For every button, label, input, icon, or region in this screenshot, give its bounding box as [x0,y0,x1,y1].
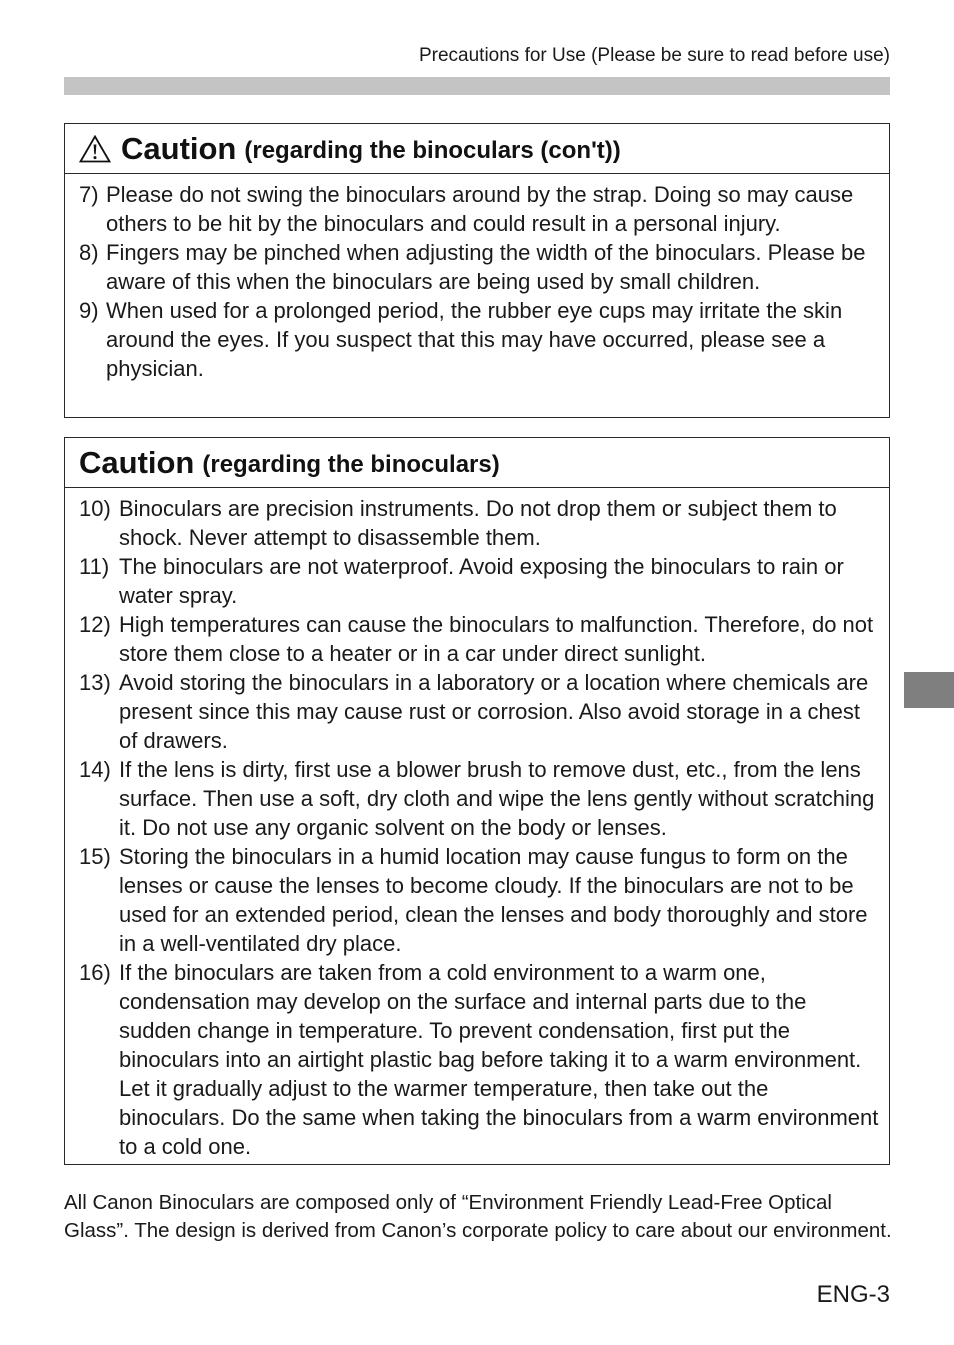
caution-item [79,494,879,552]
caution-box-header [65,124,889,174]
item-number: 13) [79,670,111,695]
caution-subtitle: (regarding the binoculars) [202,450,500,478]
caution-item [79,552,879,610]
item-number: 15) [79,844,111,869]
caution-item [79,668,879,755]
warning-triangle-icon [79,135,111,163]
caution-item [79,610,879,668]
item-text: Storing the binoculars in a humid location may cause fungus to form on the lenses or cause the lenses to become cloudy. If the binoculars are not to be used for an extended period, clean the lenses and body thoroughly and store in a well-ventilated dry place. [119,844,868,956]
header-bar [64,77,890,95]
item-text: Avoid storing the binoculars in a laboratory or a location where chemicals are present since this may cause rust or corrosion. Also avoid storage in a chest of drawers. [119,670,869,753]
caution-title: Caution [79,444,195,480]
caution-item [79,958,879,1161]
item-number: 7) [79,182,99,207]
item-text: When used for a prolonged period, the rubber eye cups may irritate the skin around the eyes. If you suspect that this may have occurred, please see a physician. [106,298,843,381]
caution-title: Caution [121,130,237,166]
item-text: Please do not swing the binoculars around by the strap. Doing so may cause others to be hit by the binoculars and could result in a personal injury. [106,182,854,236]
item-text: The binoculars are not waterproof. Avoid exposing the binoculars to rain or water spray. [119,554,844,608]
caution-item [79,842,879,958]
caution-list [65,174,889,383]
caution-subtitle: (regarding the binoculars (con't)) [244,136,621,164]
item-text: High temperatures can cause the binoculars to malfunction. Therefore, do not store them close to a heater or in a car under direct sunlight. [119,612,874,666]
caution-item [79,755,879,842]
caution-box-binoculars-cont [64,123,890,418]
running-header: Precautions for Use (Please be sure to read before use) [418,45,890,66]
caution-item [79,238,879,296]
caution-item [79,296,879,383]
item-text: Fingers may be pinched when adjusting the width of the binoculars. Please be aware of this when the binoculars are being used by small children. [106,240,866,294]
item-number: 9) [79,298,99,323]
item-number: 16) [79,960,111,985]
item-number: 11) [79,554,110,579]
caution-list [65,488,889,1161]
section-tab-marker [904,672,954,708]
environment-note: All Canon Binoculars are composed only of “Environment Friendly Lead-Free Optical Glass”. The design is derived from Canon’s corporate policy to care about our environment. [64,1191,892,1242]
page-number: ENG-3 [816,1281,890,1308]
caution-box-binoculars [64,437,890,1165]
item-number: 10) [79,496,111,521]
item-text: If the binoculars are taken from a cold environment to a warm one, condensation may develop on the surface and internal parts due to the sudden change in temperature. To prevent condensation, first put the binoculars into an airtight plastic bag before taking it to a warm environment. Let it gradually adjust to the warmer temperature, then take out the binoculars. Do the same when taking the binoculars from a warm environment to a cold one. [119,960,879,1159]
item-number: 14) [79,757,111,782]
item-text: Binoculars are precision instruments. Do not drop them or subject them to shock. Never attempt to disassemble them. [119,496,837,550]
item-number: 8) [79,240,99,265]
item-number: 12) [79,612,111,637]
item-text: If the lens is dirty, first use a blower brush to remove dust, etc., from the lens surface. Then use a soft, dry cloth and wipe the lens gently without scratching it. Do not use any organic solvent on the body or lenses. [119,757,875,840]
caution-item [79,180,879,238]
caution-box-header [65,438,889,488]
